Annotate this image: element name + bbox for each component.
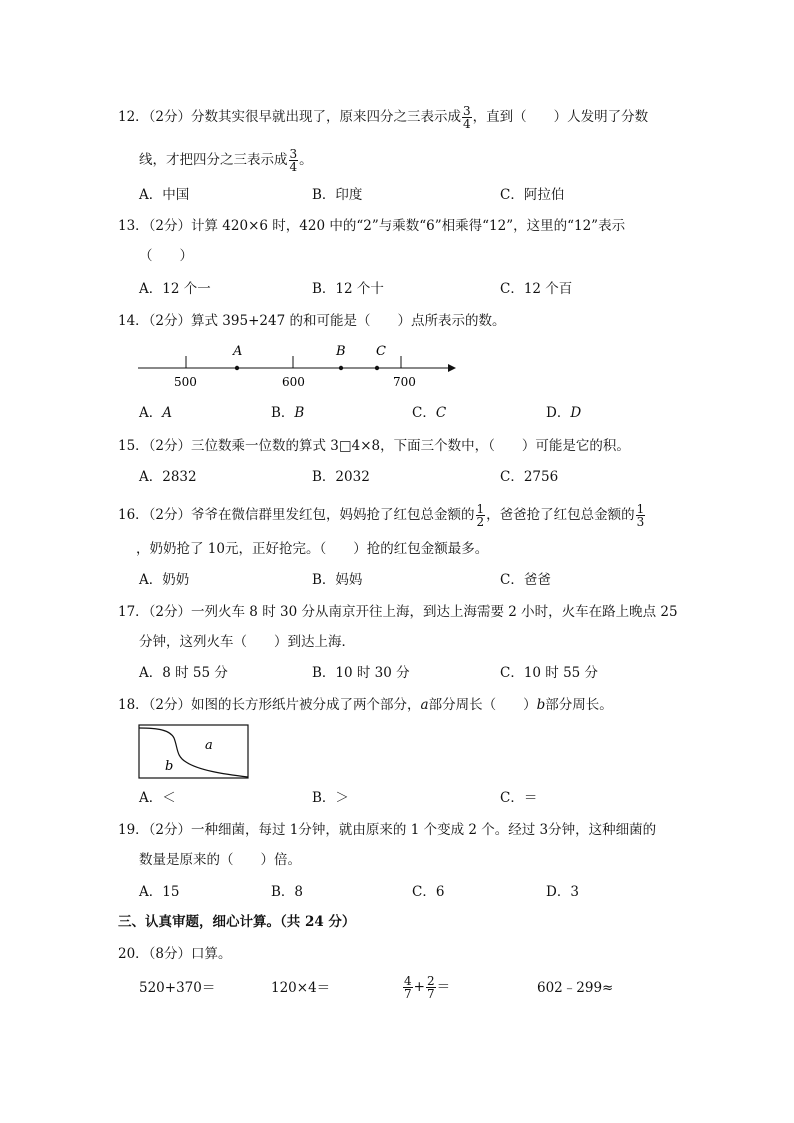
q20-item-2: 120×4＝ (271, 980, 331, 996)
q13-line1: 13．（2分）计算 420×6 时，420 中的“2”与乘数“6”相乘得“12”，这里的“12”表示 (118, 218, 626, 234)
q20-line1: 20．（8分）口算。 (118, 946, 232, 962)
option-letter: C (435, 405, 447, 421)
q16-option-b[interactable]: B．妈妈 (312, 572, 363, 588)
q16-option-a[interactable]: A．奶奶 (139, 572, 190, 588)
q16-line2: ，奶奶抢了 10元，正好抢完。（ ）抢的红包金额最多。 (136, 541, 489, 557)
frac-num: 1 (476, 502, 485, 516)
q17-option-a[interactable]: A．8 时 55 分 (139, 665, 228, 681)
frac-den: 4 (463, 117, 471, 131)
q12-option-b[interactable]: B．印度 (312, 187, 363, 203)
q14-line1: 14．（2分）算式 395+247 的和可能是（ ）点所表示的数。 (118, 313, 506, 329)
plus-sign: + (413, 979, 425, 995)
q18-rectangle-figure (138, 724, 250, 780)
tick-label-500: 500 (174, 375, 197, 389)
q17-line1: 17．（2分）一列火车 8 时 30 分从南京开往上海，到达上海需要 2 小时，火车在路上晚点 25 (118, 604, 678, 620)
q16-text: 16．（2分）爷爷在微信群里发红包，妈妈抢了红包总金额的 (118, 507, 475, 523)
q18-option-b[interactable]: B．＞ (312, 790, 349, 806)
q12-text-2b: 。 (299, 152, 313, 168)
q18-text-b: 部分周长（ ） (428, 697, 537, 713)
q12-text-b: ，直到（ ）人发明了分数 (472, 109, 649, 125)
q16-text-b: ，爸爸抢了红包总金额的 (486, 507, 635, 523)
q17-option-c[interactable]: C．10 时 55 分 (500, 665, 599, 681)
q18-text-c: 部分周长。 (545, 697, 613, 713)
q15-option-b[interactable]: B．2032 (312, 469, 370, 485)
region-label-a: a (205, 738, 213, 753)
point-label-c: C (376, 344, 386, 359)
q17-line2: 分钟，这列火车（ ）到达上海． (139, 634, 355, 650)
q15-option-c[interactable]: C．2756 (500, 469, 559, 485)
tick-label-600: 600 (282, 375, 305, 389)
q20-item-4: 602﹣299≈ (537, 980, 614, 996)
q17-option-b[interactable]: B．10 时 30 分 (312, 665, 410, 681)
q12-line2 (139, 148, 313, 173)
q14-option-b[interactable] (271, 403, 304, 423)
q12-fraction-1 (462, 105, 472, 130)
rectangle-outline (139, 725, 248, 778)
q18-line1 (118, 695, 613, 715)
option-letter: A (162, 405, 172, 421)
q19-option-a[interactable]: A．15 (139, 884, 180, 900)
section-3-heading: 三、认真审题，细心计算。（共 24 分） (118, 914, 356, 930)
option-prefix: B． (271, 405, 295, 421)
q20-fraction-a (403, 975, 413, 1000)
point-label-a: A (233, 344, 243, 359)
q14-number-line (130, 338, 460, 393)
q18-option-a[interactable]: A．＜ (139, 790, 176, 806)
q12-fraction-2 (289, 148, 299, 173)
point-label-b: B (336, 344, 346, 359)
region-label-b: b (165, 759, 174, 774)
frac-num: 2 (426, 974, 435, 988)
q12-line1 (118, 105, 648, 130)
frac-num: 4 (404, 974, 412, 988)
frac-den: 4 (289, 160, 298, 174)
q20-item-1: 520+370＝ (139, 980, 216, 996)
q20-item-3 (402, 972, 450, 1002)
q12-option-c[interactable]: C．阿拉伯 (500, 187, 565, 203)
q19-option-d[interactable]: D．3 (546, 884, 579, 900)
q18-option-c[interactable]: C．＝ (500, 790, 538, 806)
q12-text: 12．（2分）分数其实很早就出现了，原来四分之三表示成 (118, 109, 462, 125)
q19-line1: 19．（2分）一种细菌，每过 1分钟，就由原来的 1 个变成 2 个。经过 3分钟，这种细菌的 (118, 822, 657, 838)
point-a (235, 366, 239, 370)
q16-option-c[interactable]: C．爸爸 (500, 572, 551, 588)
q18-a: a (420, 697, 429, 713)
tick-label-700: 700 (393, 375, 416, 389)
q14-option-c[interactable] (412, 403, 446, 423)
q12-option-a[interactable]: A．中国 (139, 187, 190, 203)
frac-den: 3 (636, 515, 645, 529)
frac-den: 7 (426, 987, 435, 1001)
q15-line1: 15．（2分）三位数乘一位数的算式 3□4×8，下面三个数中，（ ）可能是它的积。 (118, 438, 630, 454)
dividing-curve (139, 728, 248, 777)
option-letter: B (294, 405, 305, 421)
q13-option-a[interactable]: A．12 个一 (139, 281, 211, 297)
q13-option-b[interactable]: B．12 个十 (312, 281, 384, 297)
frac-num: 1 (636, 502, 645, 516)
number-line-arrow (448, 364, 456, 372)
q18-b: b (536, 697, 546, 713)
frac-num: 3 (463, 104, 471, 118)
option-prefix: D． (546, 405, 571, 421)
q12-text-2: 线，才把四分之三表示成 (139, 152, 288, 168)
equals-sign: ＝ (436, 979, 451, 995)
q18-text: 18．（2分）如图的长方形纸片被分成了两个部分， (118, 697, 421, 713)
frac-num: 3 (289, 147, 298, 161)
q19-line2: 数量是原来的（ ）倍。 (139, 852, 301, 868)
frac-den: 2 (476, 515, 485, 529)
option-letter: D (570, 405, 582, 421)
q14-option-a[interactable] (139, 403, 172, 423)
q19-option-c[interactable]: C．6 (412, 884, 445, 900)
q13-option-c[interactable]: C．12 个百 (500, 281, 573, 297)
q19-option-b[interactable]: B．8 (271, 884, 304, 900)
point-b (339, 366, 343, 370)
option-prefix: A． (139, 405, 163, 421)
q16-fraction-1 (476, 503, 486, 528)
q16-fraction-2 (636, 503, 646, 528)
q13-line2: （ ） (139, 248, 193, 264)
frac-den: 7 (404, 987, 412, 1001)
q16-line1 (118, 503, 646, 528)
q20-fraction-b (426, 975, 436, 1000)
q14-option-d[interactable] (546, 403, 581, 423)
option-prefix: C． (412, 405, 436, 421)
q15-option-a[interactable]: A．2832 (139, 469, 197, 485)
point-c (375, 366, 379, 370)
